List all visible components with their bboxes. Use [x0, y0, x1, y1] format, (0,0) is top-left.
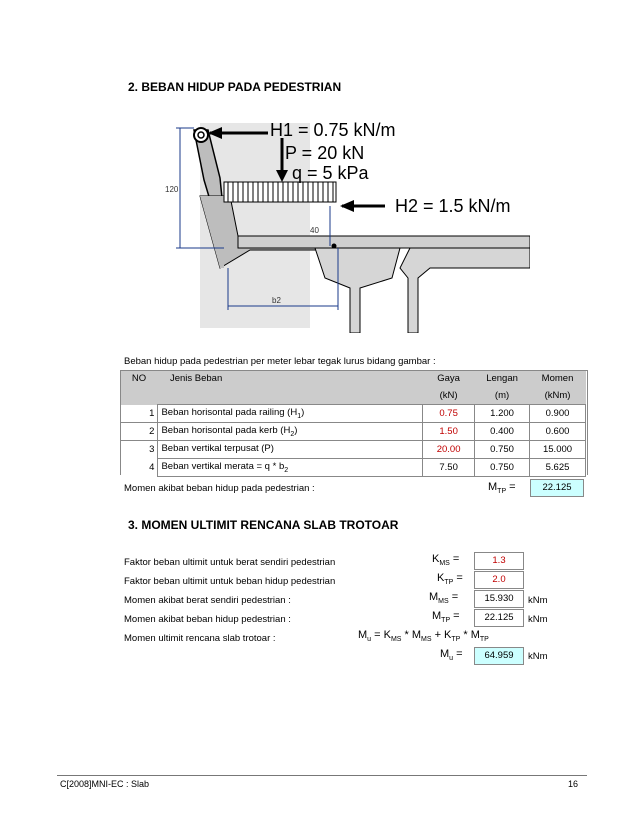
mtp-value: 22.125: [474, 609, 524, 627]
unit-gaya: (kN): [423, 387, 475, 405]
header-momen: Momen: [530, 370, 586, 387]
mtp-symbol: $M_{TP}$ =: [432, 610, 460, 625]
h2-label: H2 = 1.5 kN/m: [395, 196, 511, 216]
mu-formula: $M_u = K_{MS} * M_{MS} + K_{TP} * M_{TP}$: [358, 629, 489, 644]
footer-left: C[2008]MNI-EC : Slab: [60, 779, 150, 789]
table-units-row: [120, 387, 586, 405]
total-symbol: $M_{TP}$ =: [488, 481, 516, 496]
mms-value: 15.930: [474, 590, 524, 608]
p-label: P = 20 kN: [285, 143, 365, 163]
table-row: 1 Beban horisontal pada railing $(H_1)$ 0.75 1.200 0.900: [120, 405, 586, 423]
dim-b2-label: b2: [272, 296, 281, 305]
mtp-unit: kNm: [528, 614, 548, 625]
kms-value: 1.3: [474, 552, 524, 570]
mu-value: 64.959: [474, 647, 524, 665]
dim-40-label: 40: [310, 226, 319, 235]
table-header-row: [120, 370, 586, 387]
unit-momen: (kNm): [530, 387, 586, 405]
mms-label: Momen akibat berat sendiri pedestrian :: [124, 595, 291, 606]
mu-symbol: $M_u$ =: [440, 648, 463, 663]
page-number: 16: [568, 779, 579, 789]
q-label: q = 5 kPa: [292, 163, 369, 183]
kms-label: Faktor beban ultimit untuk berat sendiri pedestrian: [124, 557, 336, 568]
ktp-label: Faktor beban ultimit untuk beban hidup pedestrian: [124, 576, 336, 587]
ktp-value: 2.0: [474, 571, 524, 589]
mtp-label: Momen akibat beban hidup pedestrian :: [124, 614, 291, 625]
section-2-title: 2. BEBAN HIDUP PADA PEDESTRIAN: [128, 80, 342, 94]
total-label: Momen akibat beban hidup pada pedestrian :: [124, 483, 315, 494]
h1-label: H1 = 0.75 kN/m: [270, 120, 396, 140]
dim-120-label: 120: [165, 185, 179, 194]
mms-symbol: $M_{MS}$ =: [429, 591, 459, 606]
ktp-symbol: $K_{TP}$ =: [437, 572, 463, 587]
table-intro: Beban hidup pada pedestrian per meter lebar tegak lurus bidang gambar :: [124, 356, 436, 367]
header-gaya: Gaya: [423, 370, 475, 387]
header-lengan: Lengan: [475, 370, 530, 387]
table-row: 4 Beban vertikal merata = q * $b_2$ 7.50 0.750 5.625: [120, 459, 586, 477]
section-3-title: 3. MOMEN ULTIMIT RENCANA SLAB TROTOAR: [128, 518, 399, 532]
table-row: 3 Beban vertikal terpusat (P) 20.00 0.750 15.000: [120, 441, 586, 459]
kms-symbol: $K_{MS}$ =: [432, 553, 460, 568]
header-jenis: Jenis Beban: [158, 370, 423, 387]
table-row: 2 Beban horisontal pada kerb $(H_2)$ 1.50 0.400 0.600: [120, 423, 586, 441]
mms-unit: kNm: [528, 595, 548, 606]
header-no: NO: [120, 370, 158, 387]
mu-unit: kNm: [528, 651, 548, 662]
live-load-table: [120, 370, 586, 477]
mu-label: Momen ultimit rencana slab trotoar :: [124, 633, 276, 644]
unit-lengan: (m): [475, 387, 530, 405]
footer-divider: [57, 775, 587, 776]
total-value: 22.125: [530, 479, 584, 497]
